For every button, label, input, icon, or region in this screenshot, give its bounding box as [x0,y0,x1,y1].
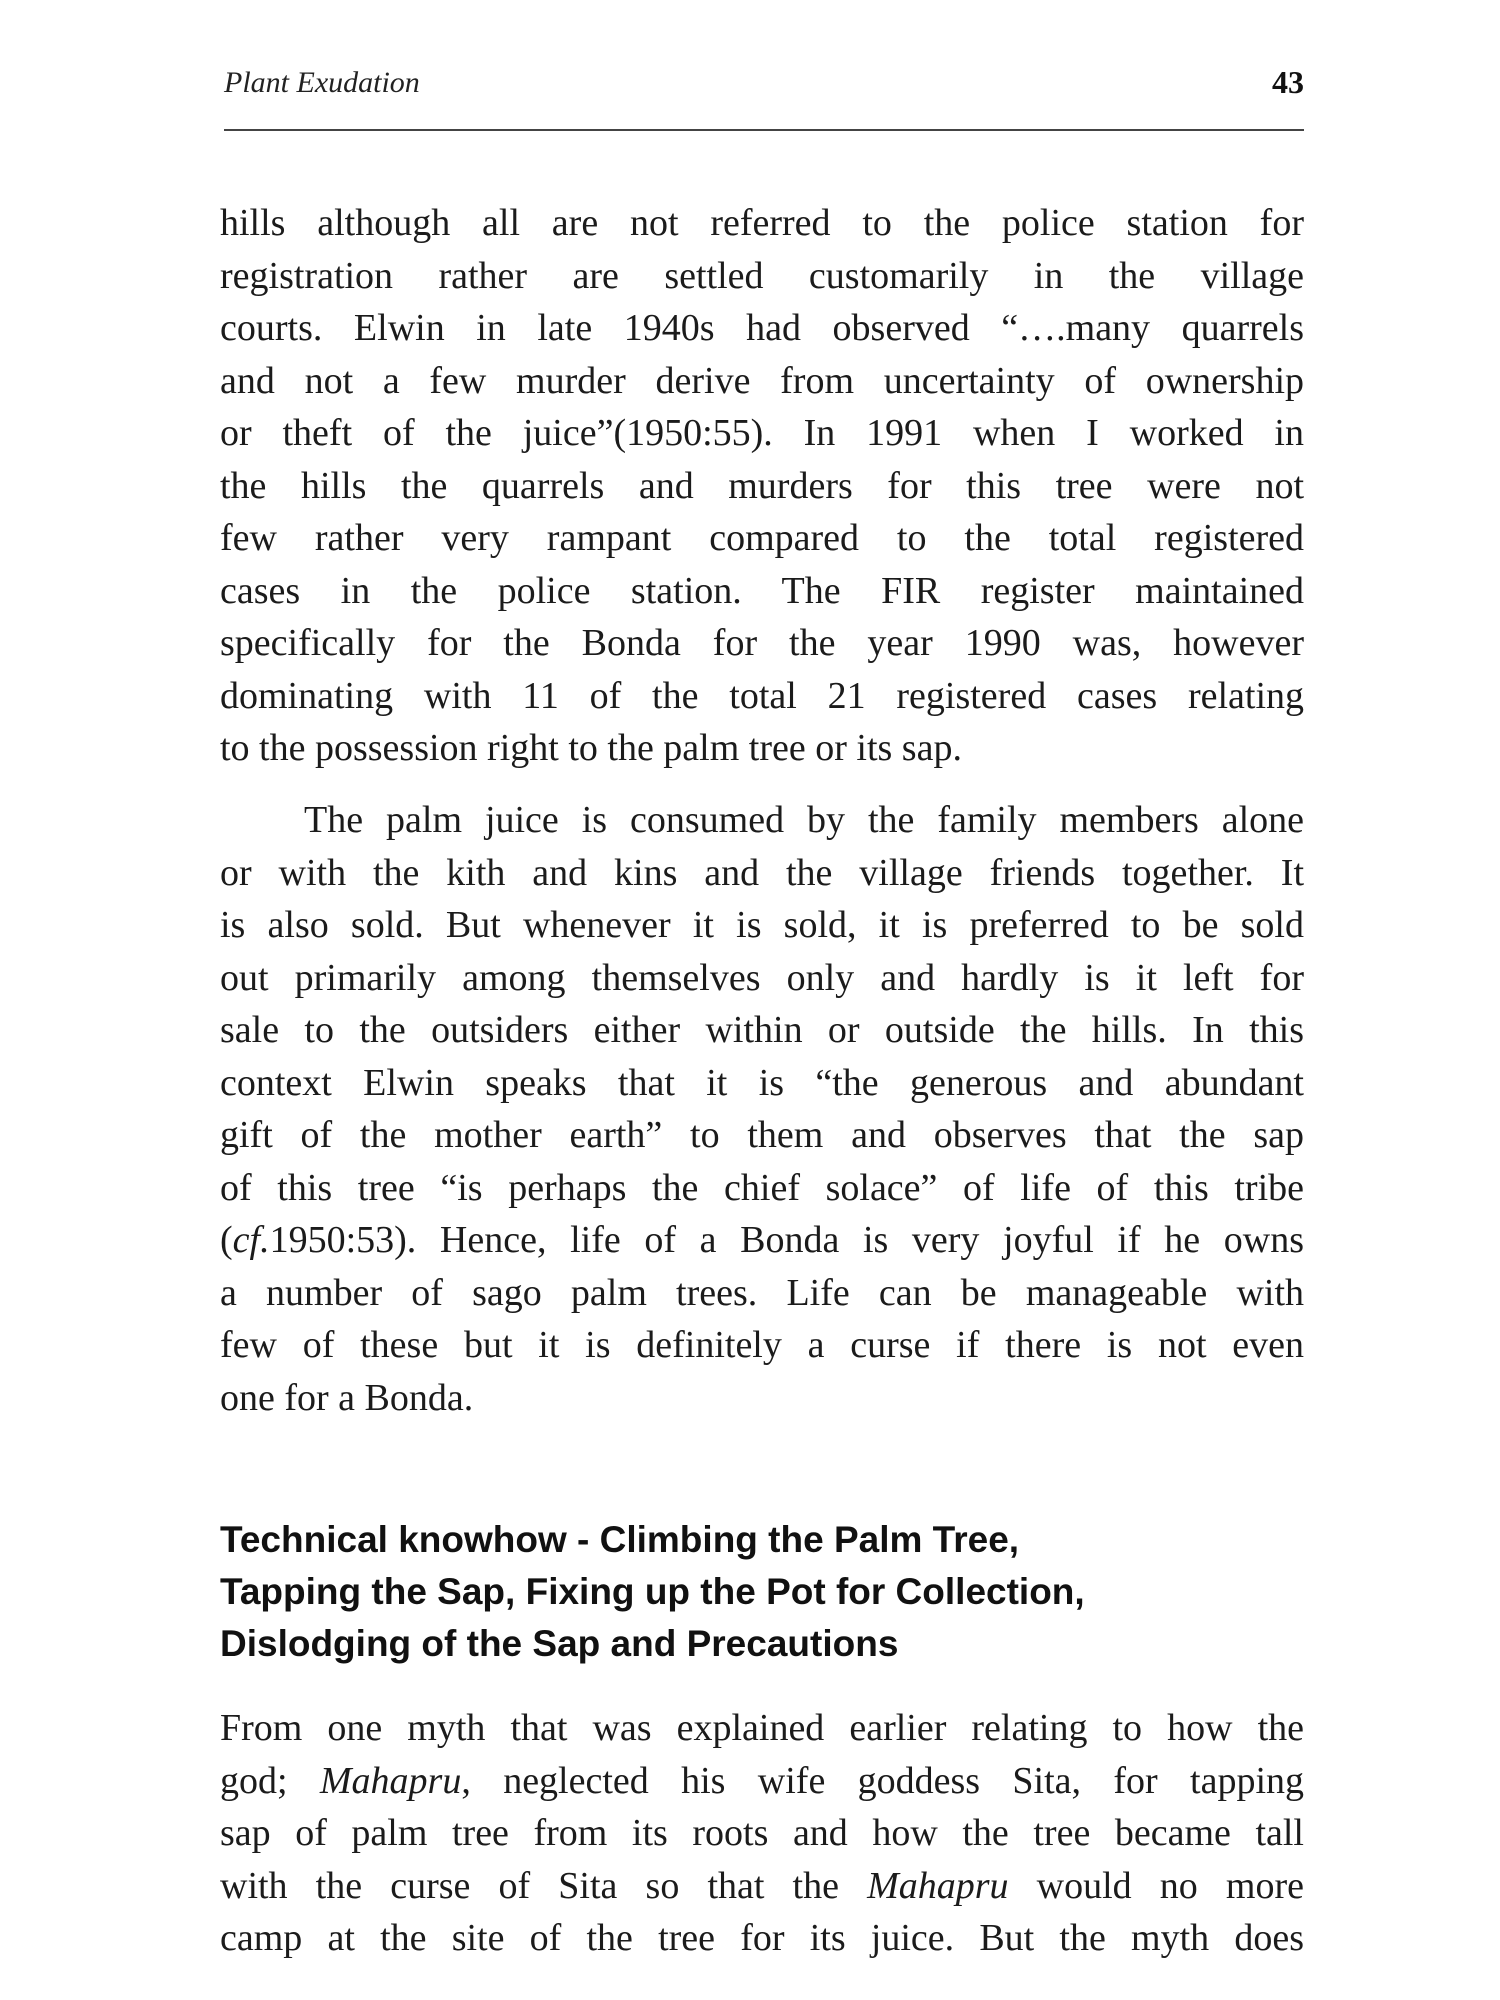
running-title: Plant Exudation [224,66,420,99]
heading-line: Technical knowhow - Climbing the Palm Tree, [220,1519,1020,1560]
running-head [224,66,1304,116]
page-number: 43 [1272,64,1304,100]
text-line: context Elwin speaks that it is “the generous and abundant [220,1061,1304,1104]
text-line: specifically for the Bonda for the year 1990 was, however [220,622,1304,664]
text-span: 1950:53). Hence, life of a Bonda is very joyful if he owns [269,1219,1304,1261]
paragraph-1 [220,197,1304,775]
italic-name: Mahapru [319,1759,462,1802]
text-line [220,1214,1304,1267]
text-line: sale to the outsiders either within or outside the hills. In this [220,1009,1304,1051]
paragraph-3 [220,1702,1304,1965]
text-line: courts. Elwin in late 1940s had observed “….many quarrels [220,307,1304,349]
heading-line: Tapping the Sap, Fixing up the Pot for Collection, [220,1571,1085,1612]
text-line [220,1755,1304,1808]
text-line: sap of palm tree from its roots and how the tree became tall [220,1812,1304,1854]
text-line: of this tree “is perhaps the chief solace” of life of this tribe [220,1166,1304,1209]
section-heading [220,1514,1304,1670]
text-span: would no more [1008,1864,1304,1907]
text-span: ( [220,1219,233,1261]
text-span: with the curse of Sita so that the [220,1864,868,1907]
text-line: or with the kith and kins and the village friends together. It [220,851,1304,894]
text-line: The palm juice is consumed by the family members alone [304,799,1304,841]
text-span: , neglected his wife goddess Sita, for tapping [461,1759,1304,1802]
text-line: few rather very rampant compared to the total registered [220,517,1304,559]
text-line: the hills the quarrels and murders for this tree were not [220,464,1304,507]
paragraph-2 [220,794,1304,1424]
text-line: to the possession right to the palm tree or its sap. [220,727,962,769]
text-line [220,1860,1304,1913]
italic-citation: cf. [232,1219,270,1261]
text-line: out primarily among themselves only and hardly is it left for [220,956,1304,999]
text-line: hills although all are not referred to the police station for [220,202,1304,244]
text-span: god; [220,1759,320,1802]
text-line: and not a few murder derive from uncertainty of ownership [220,359,1304,402]
text-line: is also sold. But whenever it is sold, it is preferred to be sold [220,904,1304,946]
text-line: a number of sago palm trees. Life can be manageable with [220,1271,1304,1314]
header-rule [224,129,1304,131]
italic-name: Mahapru [867,1864,1009,1907]
text-line: gift of the mother earth” to them and observes that the sap [220,1114,1304,1156]
text-line: From one myth that was explained earlier relating to how the [220,1707,1304,1749]
text-line: one for a Bonda. [220,1376,474,1419]
heading-line: Dislodging of the Sap and Precautions [220,1623,899,1664]
text-line: registration rather are settled customarily in the village [220,254,1304,297]
text-line: few of these but it is definitely a curse if there is not even [220,1324,1304,1366]
text-line: or theft of the juice”(1950:55). In 1991 when I worked in [220,412,1304,454]
text-line: dominating with 11 of the total 21 registered cases relating [220,674,1304,717]
text-line: camp at the site of the tree for its juice. But the myth does [220,1917,1304,1959]
text-line: cases in the police station. The FIR register maintained [220,569,1304,612]
